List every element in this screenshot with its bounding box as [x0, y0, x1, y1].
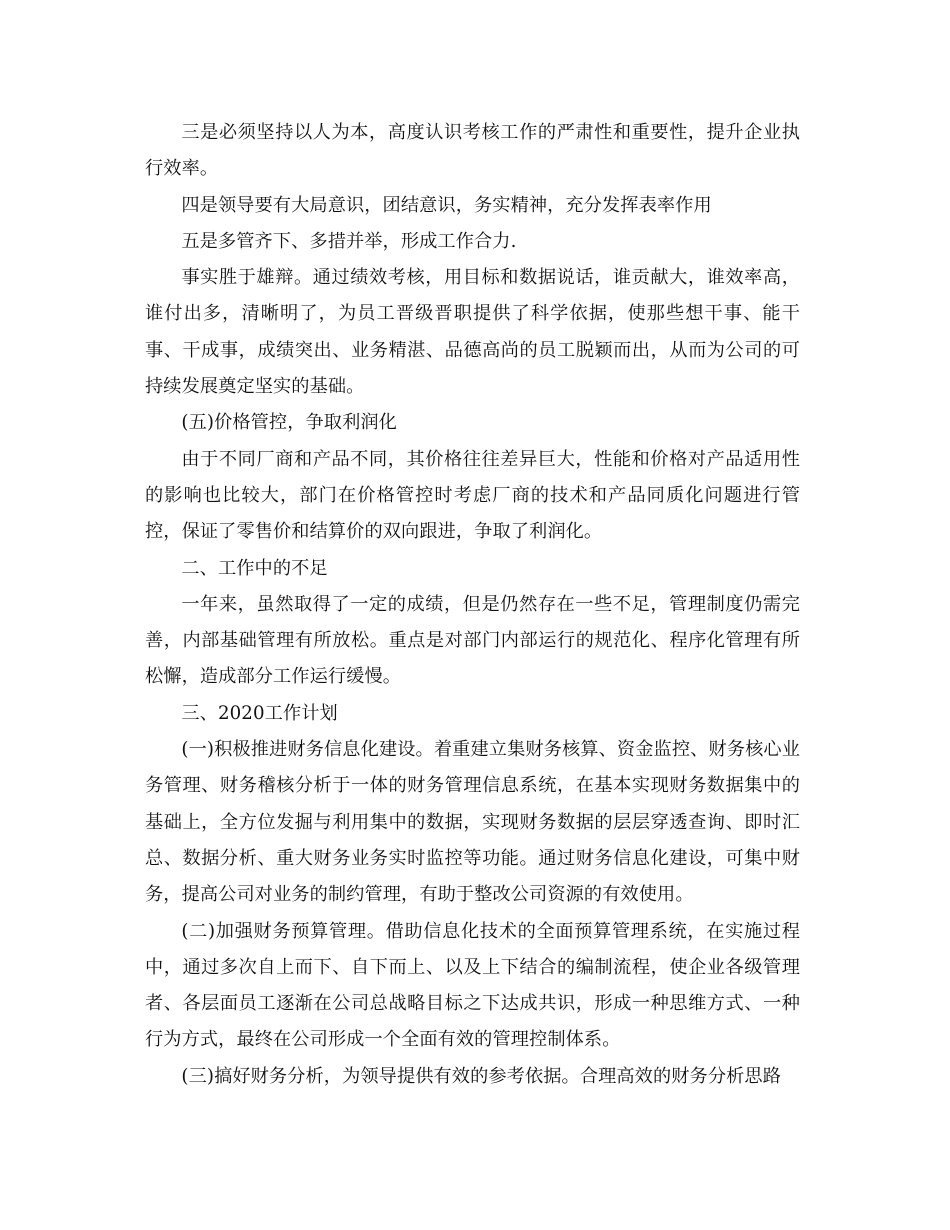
section-heading: 三、2020工作计划 [181, 702, 338, 724]
paragraph: 五是多管齐下、多措并举，形成工作合力. [181, 230, 517, 252]
paragraph: (一)积极推进财务信息化建设。着重建立集财务核算、资金监控、财务核心业务管理、财务稽核分析于一体的财务管理信息系统，在基本实现财务数据集中的基础上，全方位发掘与利用集中的数据，实现财务数据的层层穿透查询、即时汇总、数据分析、重大财务业务实时监控等功能。通过财务信息化建设，可集中财务，提高公司对业务的制约管理，有助于整改公司资源的有效使用。 [145, 739, 800, 906]
paragraph: 事实胜于雄辩。通过绩效考核，用目标和数据说话，谁贡献大，谁效率高，谁付出多，清晰明了，为员工晋级晋职提供了科学依据，使那些想干事、能干事、干成事，成绩突出、业务精湛、品德高尚的员工脱颖而出，从而为公司的可持续发展奠定坚实的基础。 [145, 267, 800, 398]
paragraph: 三是必须坚持以人为本，高度认识考核工作的严肃性和重要性，提升企业执行效率。 [145, 122, 800, 180]
paragraph: (二)加强财务预算管理。借助信息化技术的全面预算管理系统，在实施过程中，通过多次自上而下、自下而上、以及上下结合的编制流程，使企业各级管理者、各层面员工逐渐在公司总战略目标之下达成共识，形成一种思维方式、一种行为方式，最终在公司形成一个全面有效的管理控制体系。 [145, 920, 800, 1051]
section-heading: 二、工作中的不足 [181, 557, 328, 579]
section-heading: (五)价格管控，争取利润化 [181, 412, 397, 434]
paragraph: 四是领导要有大局意识，团结意识，务实精神，充分发挥表率作用 [181, 194, 712, 216]
paragraph: 由于不同厂商和产品不同，其价格往往差异巨大，性能和价格对产品适用性的影响也比较大，部门在价格管控时考虑厂商的技术和产品同质化问题进行管控，保证了零售价和结算价的双向跟进，争取了利润化。 [145, 448, 800, 543]
paragraph: (三)搞好财务分析，为领导提供有效的参考依据。合理高效的财务分析思路 [181, 1065, 781, 1087]
paragraph: 一年来，虽然取得了一定的成绩，但是仍然存在一些不足，管理制度仍需完善，内部基础管理有所放松。重点是对部门内部运行的规范化、程序化管理有所松懈，造成部分工作运行缓慢。 [145, 593, 800, 688]
